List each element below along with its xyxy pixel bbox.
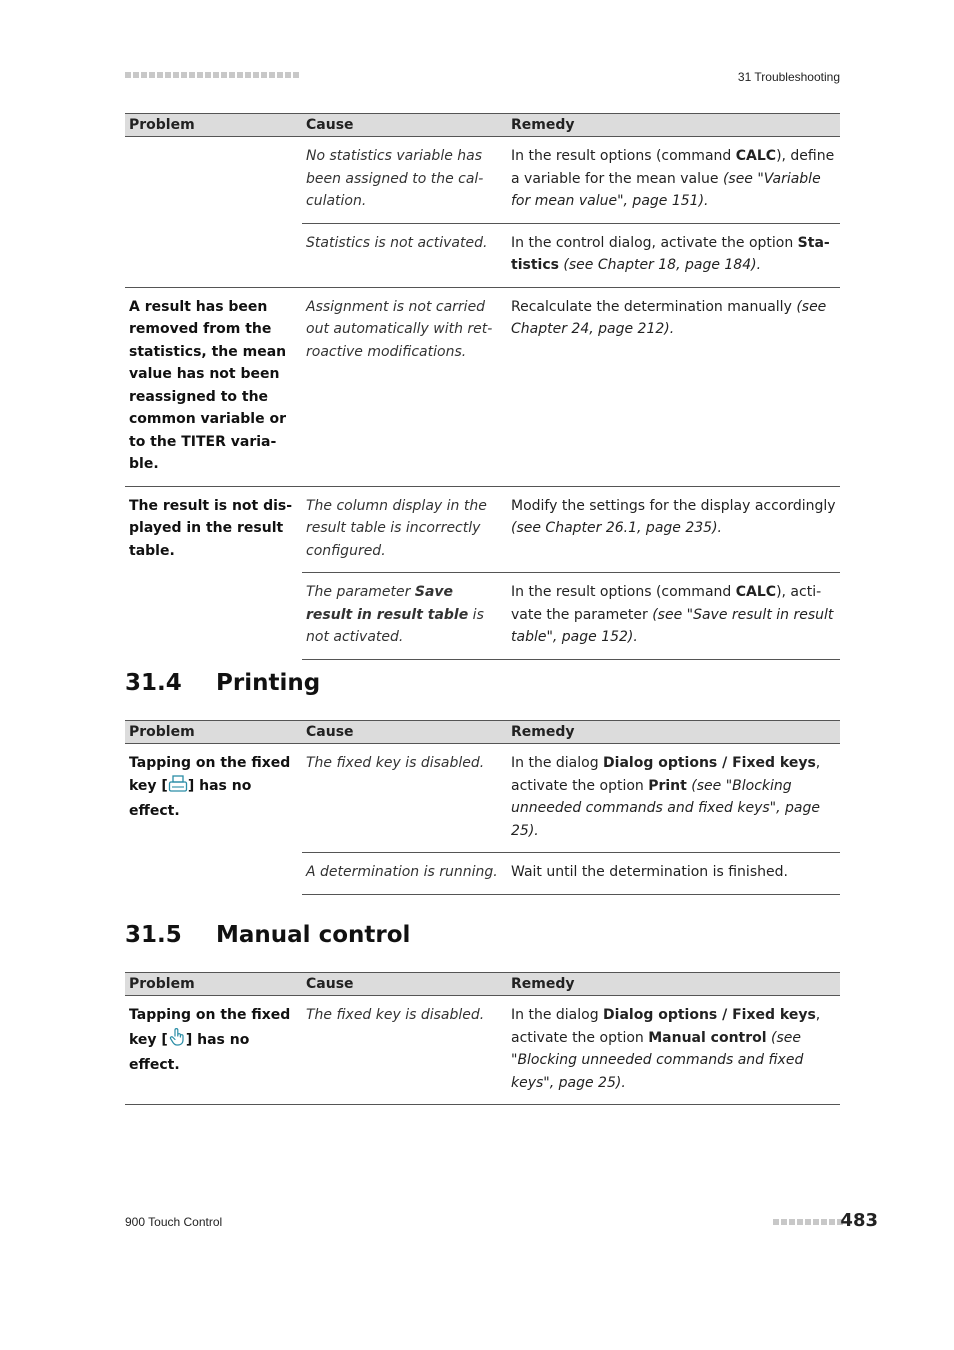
cause-cell: No statistics variable has been assigned to the cal-culation. <box>306 148 484 209</box>
header-cause: Cause <box>302 973 507 996</box>
remedy-cell: In the control dialog, activate the option Sta-tistics (see Chapter 18, page 184). <box>507 223 840 287</box>
header-problem: Problem <box>125 114 302 137</box>
problem-cell: A result has been removed from the statistics, the mean value has not been reassigned to the common variable or to the TITER varia-ble. <box>125 287 302 486</box>
section-heading-manual-control: 31.5 Manual control <box>125 922 411 948</box>
problem-cell: Tapping on the fixed key [ ] has no effect. <box>125 996 302 1105</box>
cause-cell: The parameter Save result in result table is not activated. <box>302 573 507 660</box>
table-row <box>125 137 840 224</box>
remedy-cell: In the dialog Dialog options / Fixed keys, activate the option Print (see "Blocking unneeded commands and fixed keys", page 25). <box>511 755 821 839</box>
header-remedy: Remedy <box>507 973 840 996</box>
remedy-cell: Recalculate the determination manually (see Chapter 24, page 212). <box>507 287 840 486</box>
header-cause: Cause <box>302 721 507 744</box>
remedy-cell: In the dialog Dialog options / Fixed keys, activate the option Manual control (see "Blocking unneeded commands and fixed keys", page 25). <box>507 996 840 1105</box>
remedy-cell: Modify the settings for the display accordingly (see Chapter 26.1, page 235). <box>507 486 840 573</box>
header-problem: Problem <box>125 721 302 744</box>
table-row <box>125 996 840 1105</box>
troubleshooting-table-manual-control <box>125 972 840 1105</box>
header-remedy: Remedy <box>507 721 840 744</box>
print-icon <box>168 775 188 801</box>
header-cause: Cause <box>302 114 507 137</box>
cause-cell: The fixed key is disabled. <box>306 755 485 771</box>
footer-decoration <box>773 1219 843 1225</box>
cause-cell: A determination is running. <box>302 853 507 895</box>
cause-cell: The fixed key is disabled. <box>302 996 507 1105</box>
table-row <box>125 744 840 853</box>
remedy-cell: In the result options (command CALC), define a variable for the mean value (see "Variable for mean value", page 151). <box>511 148 835 209</box>
table-row <box>125 486 840 573</box>
problem-cell <box>125 137 302 288</box>
header-remedy: Remedy <box>507 114 840 137</box>
cause-cell: The column display in the result table is incorrectly configured. <box>302 486 507 573</box>
table-header-row <box>125 114 840 137</box>
page-number: 483 <box>840 1210 878 1231</box>
troubleshooting-table-results <box>125 113 840 660</box>
remedy-cell: In the result options (command CALC), acti-vate the parameter (see "Save result in result table", page 152). <box>507 573 840 660</box>
cause-cell: Statistics is not activated. <box>302 223 507 287</box>
problem-cell: Tapping on the fixed key [ ] has no effect. <box>129 755 291 819</box>
header-decoration <box>125 72 299 80</box>
footer-product-name: 900 Touch Control <box>125 1215 223 1229</box>
running-header-chapter: 31 Troubleshooting <box>737 70 840 84</box>
remedy-cell: Wait until the determination is finished. <box>507 853 840 895</box>
cause-cell: Assignment is not carried out automatically with ret-roactive modifications. <box>302 287 507 486</box>
troubleshooting-table-printing <box>125 720 840 895</box>
hand-pointer-icon <box>168 1027 186 1055</box>
problem-cell: The result is not dis-played in the result table. <box>125 486 302 659</box>
table-header-row <box>125 721 840 744</box>
table-row <box>125 287 840 486</box>
table-header-row <box>125 973 840 996</box>
header-problem: Problem <box>125 973 302 996</box>
section-heading-printing: 31.4 Printing <box>125 670 321 696</box>
